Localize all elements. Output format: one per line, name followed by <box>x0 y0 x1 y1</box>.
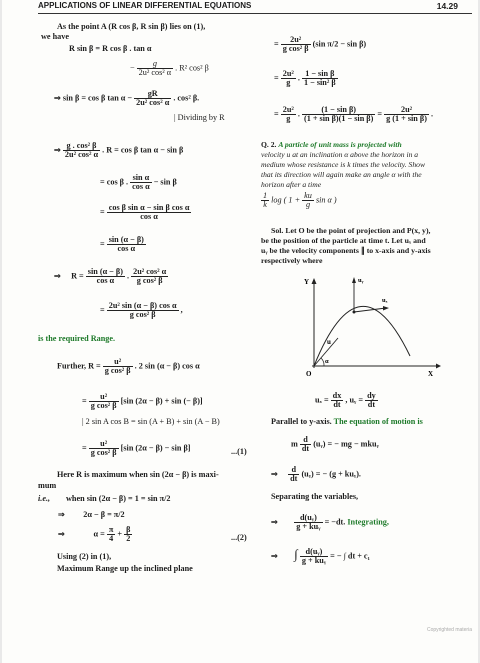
y-axis-arrow <box>312 278 317 284</box>
fraction: $\frac{\text{2u²}}{\text{g cos² β}}$ <box>282 35 309 53</box>
identity-note: | 2 sin A cos B = sin (A + B) + sin (A − B) <box>82 417 220 426</box>
fraction: $\frac{\text{u²}}{\text{g cos² β}}$ <box>90 439 117 457</box>
copyright-watermark: Copyrighted materia <box>426 627 472 633</box>
uy-arrow <box>352 277 356 283</box>
ux-arrow <box>383 306 389 311</box>
r-eq-2: = $\frac{\text{2u²}}{g}$ . $\frac{\text{1 − sin β}}{\text{1 − sin² β}}$ <box>274 69 336 87</box>
fraction: $\frac{\text{u²}}{\text{g cos² β}}$ <box>104 357 131 375</box>
fraction: $\frac{\text{2u²}}{g}$ <box>282 105 294 123</box>
eq-step-7: = $\frac{\sin (\alpha - \beta)}{\text{cos α}}$ <box>100 235 144 253</box>
eq-max-2: ⇒ 2α − β = π/2 <box>58 510 125 519</box>
origin-label: O <box>306 370 312 376</box>
eq-step-5: = cos β . $\frac{\text{sin α}}{\text{cos α}}$ − sin β <box>100 173 177 191</box>
angle-arc <box>321 358 324 366</box>
uy-label: uᵧ <box>358 277 364 284</box>
answer-time-expression: $\frac{1}{k}$ log ( 1 + $\frac{ku}{g}$ sin α ) <box>263 191 337 209</box>
fraction: $\frac{\text{(1 − sin β)}}{\text{(1 + sin β)(1 − sin β)}}$ <box>303 105 374 123</box>
fraction: $\frac{\beta}{2}$ <box>126 525 131 543</box>
separated-eq: ⇒ $\frac{\text{d(uᵧ)}}{\text{g + kuᵧ}}$ = −dt. Integrating, <box>271 513 389 531</box>
chapter-title: APPLICATIONS OF LINEAR DIFFERENTIAL EQUATIONS <box>38 1 252 10</box>
question-2-line-3: medium whose resistance is k times the velocity. Show <box>261 160 426 169</box>
fraction: $\frac{\text{1 − sin β}}{\text{1 − sin² β}}$ <box>303 69 336 87</box>
dividing-note: | Dividing by R <box>174 113 225 122</box>
using-line: Using (2) in (1), <box>57 552 112 561</box>
question-2-line-5: horizon after a time <box>261 180 322 189</box>
textbook-page <box>2 0 478 663</box>
eq-tag-2: ...(2) <box>231 533 247 542</box>
solution-line-3: uᵧ be the velocity components ∥ to x-axis and y-axis <box>261 246 431 255</box>
maximum-line-1: Here R is maximum when sin (2α − β) is maxi- <box>57 470 219 479</box>
fraction: $\frac{\text{cos β sin α − sin β cos α}}{\text{cos α}}$ <box>108 203 190 221</box>
x-axis-label: X <box>428 370 434 376</box>
integral-eq: ⇒ ∫ $\frac{\text{d(uᵧ)}}{\text{g + kuᵧ}}$ = − ∫ dt + c₁ <box>271 546 371 565</box>
projectile-diagram <box>302 272 442 376</box>
fraction: $\frac{\text{2u²}}{g}$ <box>282 69 294 87</box>
eq-range-relation: R sin β = R cos β . tan α <box>69 44 152 53</box>
when-line: when sin (2α − β) = 1 = sin π/2 <box>66 494 171 503</box>
maximum-line-2: mum <box>38 481 57 490</box>
fraction: $\frac{\text{2u²}}{\text{g (1 + sin β)}}$ <box>386 105 427 123</box>
fraction: $\frac{d}{dt}$ <box>301 435 310 453</box>
x-axis-arrow <box>436 364 441 369</box>
fraction: $\frac{\text{2u² sin (α − β) cos α}}{\text{g cos² β}}$ <box>108 301 177 319</box>
intro-line-2: we have <box>41 32 69 41</box>
fraction: $\frac{gR}{\text{2u² cos² α}}$ <box>136 89 170 107</box>
fraction: $\frac{g}{\text{2u² cos² α}}$ <box>138 59 172 77</box>
motion-eq-2: ⇒ $\frac{d}{dt}$ (uᵧ) = − (g + kuᵧ). <box>271 465 361 483</box>
running-header <box>38 0 472 14</box>
eq-further-2: = $\frac{\text{u²}}{\text{g cos² β}}$ [sin (2α − β) + sin (− β)] <box>82 392 203 410</box>
parallel-y-line: Parallel to y-axis. The equation of motion is <box>271 417 423 426</box>
fraction: $\frac{d}{dt}$ <box>290 465 298 483</box>
fraction: $\frac{\text{2u² cos² α}}{\text{g cos² β}}$ <box>133 267 167 285</box>
fraction: $\frac{\text{d(uᵧ)}}{\text{g + kuᵧ}}$ <box>301 547 327 565</box>
velocity-components: uₓ = $\frac{dx}{dt}$ , uᵧ = $\frac{dy}{dt}$ <box>315 391 376 409</box>
ux-component <box>354 308 386 312</box>
fraction: $\frac{\sin (\alpha - \beta)}{\text{cos α}}$ <box>87 267 123 285</box>
particle-point <box>353 311 356 314</box>
solution-line-4: respectively where <box>261 256 323 265</box>
solution-line-2: be the position of the particle at time t. Let uₓ and <box>261 236 426 245</box>
eq-tag-1: ...(1) <box>231 447 247 456</box>
fraction: $\frac{\text{g . cos² β}}{\text{2u² cos² α}}$ <box>64 141 99 159</box>
eq-step-4: ⇒ $\frac{\text{g . cos² β}}{\text{2u² cos² α}}$ . R = cos β tan α − sin β <box>54 141 184 159</box>
question-2-line-2: velocity u at an inclination α above the horizon in a <box>261 150 419 159</box>
ux-label: uₓ <box>382 297 388 304</box>
r-eq-1: = $\frac{\text{2u²}}{\text{g cos² β}}$ (sin π/2 − sin β) <box>274 35 367 53</box>
question-2-line-4: that its direction will again make an angle α with the <box>261 170 422 179</box>
fraction: $\frac{\sin (\alpha - \beta)}{\text{cos α}}$ <box>108 235 144 253</box>
question-2-line-1: Q. 2. A particle of unit mass is projected with <box>261 140 402 149</box>
angle-label: α <box>325 358 329 365</box>
eq-step-9: = $\frac{\text{2u² sin (α − β) cos α}}{\text{g cos² β}}$ , <box>100 301 183 319</box>
further-line: Further, R = $\frac{\text{u²}}{\text{g cos² β}}$ . 2 sin (α − β) cos α <box>57 357 200 375</box>
fraction: $\frac{\pi}{4}$ <box>108 525 114 543</box>
velocity-label: u <box>327 338 331 346</box>
separating-line: Separating the variables, <box>271 492 359 501</box>
intro-line-1: As the point A (R cos β, R sin β) lies on (1), <box>57 22 206 31</box>
fraction: $\frac{1}{k}$ <box>263 191 268 209</box>
fraction: $\frac{dx}{dt}$ <box>332 391 342 409</box>
fraction: $\frac{\text{u²}}{\text{g cos² β}}$ <box>90 392 117 410</box>
eq-max-3: ⇒ α = $\frac{\pi}{4}$ + $\frac{\beta}{2}$ <box>58 525 131 543</box>
eq-further-3: = $\frac{\text{u²}}{\text{g cos² β}}$ [sin (2α − β) − sin β] <box>82 439 191 457</box>
fraction: $\frac{\text{d(uᵧ)}}{\text{g + kuᵧ}}$ <box>296 513 321 531</box>
page-number: 14.29 <box>436 1 458 11</box>
fraction: $\frac{dy}{dt}$ <box>367 391 376 409</box>
r-eq-3: = $\frac{\text{2u²}}{g}$ . $\frac{\text{(1 − sin β)}}{\text{(1 + sin β)(1 − sin β)}}$ = $\frac{\text{2u²}}{\text{g (1 + sin β)}}$ . <box>274 105 434 123</box>
eq-step-8: ⇒ R = $\frac{\sin (\alpha - \beta)}{\text{cos α}}$ . $\frac{\text{2u² cos² α}}{\text{g cos² β}}$ <box>54 267 167 285</box>
fraction: $\frac{ku}{g}$ <box>304 191 312 209</box>
motion-eq-1: m $\frac{d}{dt}$ (uᵧ) = − mg − mkuᵧ <box>291 435 379 453</box>
max-range-line: Maximum Range up the inclined plane <box>57 564 193 573</box>
y-axis-label: Y <box>304 278 310 286</box>
ie-label: i.e., <box>38 494 51 503</box>
eq-step-2: − $\frac{g}{\text{2u² cos² α}}$ . R² cos² β <box>130 59 209 77</box>
required-range-line: is the required Range. <box>38 334 116 343</box>
eq-step-3: ⇒ sin β = cos β tan α − $\frac{gR}{\text{2u² cos² α}}$ . cos² β. <box>54 89 200 107</box>
eq-step-6: = $\frac{\text{cos β sin α − sin β cos α}}{\text{cos α}}$ <box>100 203 190 221</box>
solution-line-1: Sol. Let O be the point of projection and P(x, y), <box>271 226 431 235</box>
fraction: $\frac{\text{sin α}}{\text{cos α}}$ <box>132 173 150 191</box>
